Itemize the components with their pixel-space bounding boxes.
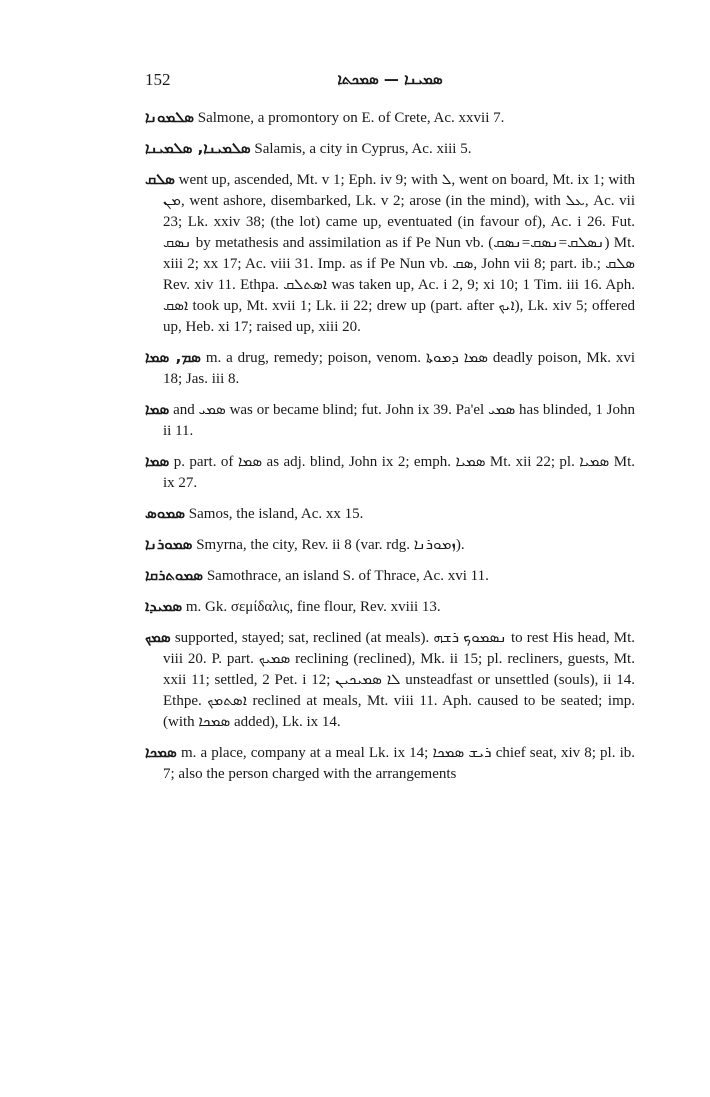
entry-text: and ܣܡܝ was or became blind; fut. John ix 39. Pa'el ܣܡܝ has blinded, 1 John ii 11. [163,402,636,439]
running-head: ܣܡܝܢܐ — ܣܡܟܬܐ [337,70,443,88]
entry-text: Samos, the island, Ac. xx 15. [188,506,364,522]
entry-text: m. Gk. σεμίδαλις, fine flour, Rev. xviii 13. [185,599,441,615]
entry-text: Samothrace, an island S. of Thrace, Ac. xvi 11. [206,568,489,584]
page-number: 152 [145,70,171,89]
entry-text: Salamis, a city in Cyprus, Ac. xiii 5. [254,141,472,157]
dictionary-entry [145,534,635,556]
entry-text: Salmone, a promontory on E. of Crete, Ac. xxvii 7. [197,110,505,126]
dictionary-entry [145,169,635,338]
entry-text: Smyrna, the city, Rev. ii 8 (var. rdg. ܙܡܘܪܢܐ). [196,537,465,553]
headword: ܣܠܩ [145,170,175,188]
headword: ܣܡ, ܣܡܐ [145,348,201,366]
headword: ܣܡܘܪܢܐ [145,535,193,553]
entry-text: m. a drug, remedy; poison, venom. ܣܡܐ ܕܡܘܬܐ deadly poison, Mk. xvi 18; Jas. iii 8. [163,350,636,387]
dictionary-entry [145,107,635,129]
page-header [145,70,635,94]
dictionary-entry [145,347,635,390]
entries-body [145,107,635,794]
headword: ܣܠܡܝܢܐ, ܣܠܡܝܢܐ [145,139,251,157]
dictionary-entry [145,742,635,785]
dictionary-entry [145,138,635,160]
dictionary-entry [145,503,635,525]
dictionary-entry [145,565,635,587]
headword: ܣܡܟ [145,628,171,646]
headword: ܣܡܟܐ [145,743,177,761]
entry-text: supported, stayed; sat, reclined (at meals). ܢܣܡܘܟ ܪܫܗ to rest His head, Mt. viii 20. P. part. ܣܡܝܟ reclining (reclined), Mk. ii 15; pl. recliners, guests, Mt. xxii 11; settled, 2 Pet. i 12; ܠܐ ܣܡܝܟܝܢ unsteadfast or unsettled (souls), ii 14. Ethpe. ܐܣܬܡܟ reclined at meals, Mt. viii 11. Aph. caused to be seated; imp. (with ܣܡܟܐ added), Lk. ix 14. [163,630,636,730]
dictionary-entry [145,627,635,733]
entry-text: went up, ascended, Mt. v 1; Eph. iv 9; with ܠ, went on board, Mt. ix 1; with ܡܢ, went ashore, disembarked, Lk. v 2; arose (in the mind), with ܥܠ, Ac. vii 23; Lk. xxiv 38; (the lot) came up, eventuated (in favour of), Ac. i 26. Fut. ܢܣܩ by metathesis and assimilation as if Pe Nun vb. (ܢܣܠܩ=ܢܣܩ=ܢܣܩ) Mt. xiii 2; xx 17; Ac. viii 31. Imp. as if Pe Nun vb. ܣܩ, John vii 8; part. ib.; ܣܠܩ Rev. xiv 11. Ethpa. ܐܣܬܠܩ was taken up, Ac. i 2, 9; xi 10; 1 Tim. iii 16. Aph. ܐܣܩ took up, Mt. xvii 1; Lk. ii 22; drew up (part. after ܐܝܟ), Lk. xiv 5; offered up, Heb. xi 17; raised up, xiii 20. [163,172,635,335]
headword: ܣܠܡܘܢܐ [145,108,194,126]
dictionary-entry [145,451,635,494]
headword: ܣܡܐ [145,452,170,470]
headword: ܣܡܘܣ [145,504,186,522]
dictionary-entry [145,399,635,442]
entry-text: m. a place, company at a meal Lk. ix 14; ܪܝܫ ܣܡܟܐ chief seat, xiv 8; pl. ib. 7; also the person charged with the arrangements [163,745,636,782]
headword: ܣܡܝܕܐ [145,597,183,615]
headword: ܣܡܐ [145,400,170,418]
headword: ܣܡܘܬܪܩܐ [145,566,204,584]
entry-text: p. part. of ܣܡܐ as adj. blind, John ix 2; emph. ܣܡܝܐ Mt. xii 22; pl. ܣܡܝܐ Mt. ix 27. [163,454,635,491]
dictionary-entry [145,596,635,618]
